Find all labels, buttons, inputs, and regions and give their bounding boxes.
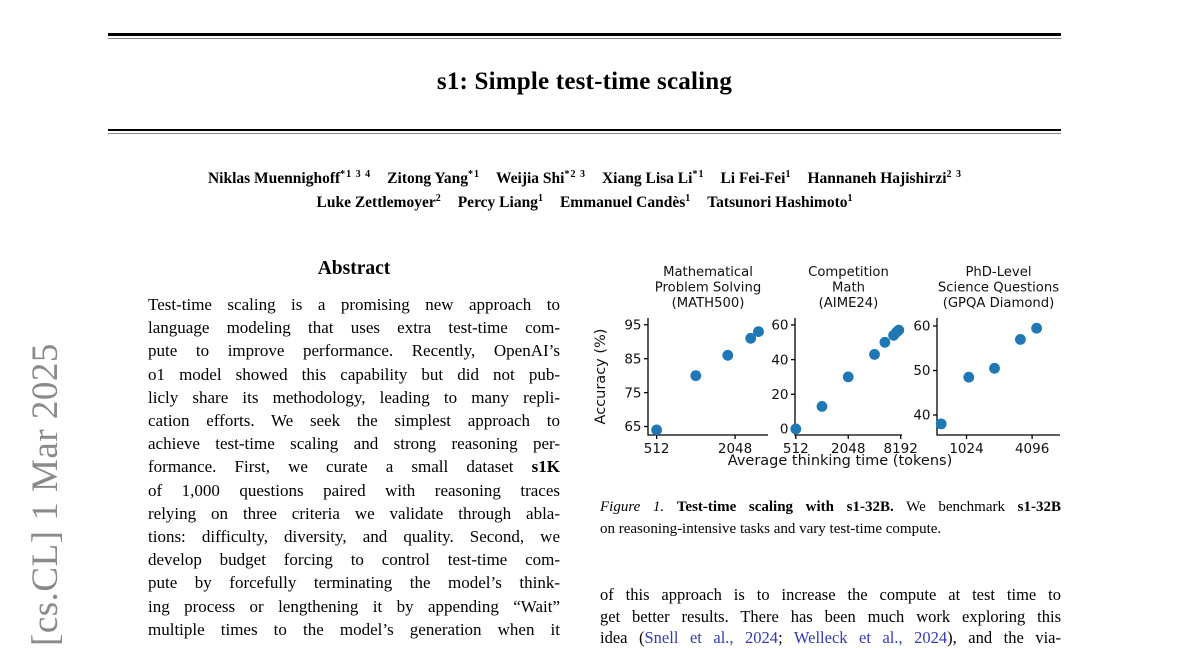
data-point bbox=[880, 337, 891, 348]
author-line-2 bbox=[60, 193, 1110, 212]
chart-title-line: Science Questions bbox=[937, 280, 1060, 296]
body-line: of this approach is to increase the compute at test time to bbox=[600, 585, 1061, 604]
x-tick-label: 2048 bbox=[717, 441, 753, 457]
author-name: Emmanuel Candès$^1$ bbox=[559, 193, 692, 212]
author-affiliation-sup: *1 bbox=[468, 169, 480, 180]
body-line: get better results. There has been much work exploring this bbox=[600, 606, 1061, 626]
title-rule-bottom-thin bbox=[108, 133, 1061, 134]
title-rule-top-thin bbox=[108, 38, 1061, 39]
chart-title-line: (GPQA Diamond) bbox=[942, 296, 1055, 311]
axis-spines bbox=[937, 318, 1060, 435]
scatter-chart bbox=[901, 262, 1078, 462]
caption-line bbox=[600, 519, 1061, 541]
y-tick-label: 0 bbox=[779, 421, 789, 438]
caption-line bbox=[600, 497, 1061, 519]
caption-segment: on reasoning-intensive tasks and vary test-time compute. bbox=[600, 520, 942, 537]
author-affiliation-sup: 1 bbox=[537, 193, 544, 204]
caption-segment: We benchmark bbox=[893, 499, 1018, 515]
abstract-text bbox=[148, 293, 560, 641]
abstract-line: develop budget forcing to control test-time com- bbox=[148, 550, 560, 570]
data-point bbox=[790, 424, 801, 435]
abstract-line: formance. First, we curate a small dataset s1K bbox=[148, 457, 560, 477]
data-point bbox=[817, 401, 828, 412]
data-point bbox=[869, 349, 880, 360]
data-point bbox=[989, 363, 1000, 374]
chart-title-line: PhD-Level bbox=[965, 265, 1032, 280]
x-tick-label: 2048 bbox=[831, 441, 866, 457]
citation-link[interactable]: Welleck et al., 2024 bbox=[793, 628, 948, 648]
author-affiliation-sup: *1 3 4 bbox=[340, 169, 372, 180]
title-rule-bottom-thick bbox=[108, 129, 1061, 132]
chart-title-line: (MATH500) bbox=[671, 296, 745, 311]
arxiv-watermark: [cs.CL] 1 Mar 2025 bbox=[25, 343, 66, 646]
data-point bbox=[1031, 323, 1042, 334]
abstract-line: ing process or lengthening it by appending “Wait” bbox=[148, 596, 560, 616]
x-tick-label: 8192 bbox=[883, 441, 918, 457]
chart-title-line: Math bbox=[832, 280, 865, 296]
y-tick-label: 60 bbox=[771, 317, 789, 334]
author-name: Luke Zettlemoyer$^2$ bbox=[316, 193, 442, 212]
x-tick-label: 1024 bbox=[949, 441, 984, 457]
y-tick-label: 75 bbox=[624, 385, 642, 402]
abstract-line: Test-time scaling is a promising new approach to bbox=[148, 295, 560, 314]
author-name: Hannaneh Hajishirzi$^{2 3}$ bbox=[807, 169, 963, 188]
author-affiliation-sup: 1 bbox=[685, 193, 692, 204]
author-name: Niklas Muennighoff$^{*1 3 4}$ bbox=[207, 169, 372, 188]
y-tick-label: 85 bbox=[624, 351, 642, 368]
author-affiliation-sup: 1 bbox=[847, 193, 854, 204]
y-tick-label: 95 bbox=[624, 317, 642, 334]
data-point bbox=[722, 350, 733, 361]
chart-title-line: Mathematical bbox=[663, 265, 753, 280]
title-rule-top-thick bbox=[108, 33, 1061, 36]
scatter-chart bbox=[759, 262, 920, 462]
author-name: Weijia Shi$^{*2 3}$ bbox=[496, 169, 586, 188]
caption-segment: Test-time scaling with s1-32B. bbox=[676, 499, 894, 515]
scatter-chart bbox=[580, 262, 789, 462]
abstract-line: cation efforts. We seek the simplest approach to bbox=[148, 411, 560, 431]
author-affiliation-sup: *2 3 bbox=[564, 169, 586, 180]
figure-x-axis-label: Average thinking time (tokens) bbox=[727, 453, 953, 469]
abstract-line: of 1,000 questions paired with reasoning traces bbox=[148, 480, 560, 500]
citation-link[interactable]: Snell et al., 2024 bbox=[644, 628, 779, 648]
author-line-1 bbox=[60, 169, 1110, 188]
data-point bbox=[651, 425, 662, 436]
y-tick-label: 40 bbox=[771, 352, 789, 369]
author-affiliation-sup: 2 3 bbox=[946, 169, 963, 180]
data-point bbox=[690, 370, 701, 381]
paper-title: s1: Simple test-time scaling bbox=[436, 68, 733, 95]
x-tick-label: 4096 bbox=[1014, 441, 1050, 457]
body-line: idea (Snell et al., 2024; Welleck et al., 2024), and the via- bbox=[600, 628, 1061, 648]
data-point bbox=[936, 419, 947, 430]
author-name: Li Fei-Fei$^1$ bbox=[720, 169, 792, 188]
data-point bbox=[963, 372, 974, 383]
abstract-line: tions: difficulty, diversity, and quality. Second, we bbox=[148, 527, 560, 547]
author-affiliation-sup: 2 bbox=[435, 193, 442, 204]
author-name: Zitong Yang$^{*1}$ bbox=[387, 169, 480, 188]
chart-title-line: Competition bbox=[808, 265, 889, 280]
abstract-line: pute to improve performance. Recently, OpenAI’s bbox=[148, 341, 560, 361]
abstract-line: licly share its methodology, leading to many repli- bbox=[148, 387, 560, 407]
y-tick-label: 60 bbox=[913, 318, 931, 335]
author-name: Tatsunori Hashimoto$^1$ bbox=[707, 193, 854, 212]
y-tick-label: 40 bbox=[913, 407, 931, 424]
body-text-right-column bbox=[600, 584, 1061, 648]
y-tick-label: 50 bbox=[913, 363, 931, 380]
abstract-line: language modeling that uses extra test-time com- bbox=[148, 318, 560, 338]
figure-1-caption bbox=[600, 497, 1061, 540]
data-point bbox=[1015, 334, 1026, 345]
x-tick-label: 512 bbox=[643, 441, 670, 457]
caption-segment: Figure 1. bbox=[600, 499, 677, 515]
abstract-line: achieve test-time scaling and strong reasoning per- bbox=[148, 434, 560, 454]
chart-title-line: Problem Solving bbox=[654, 280, 762, 296]
abstract-heading: Abstract bbox=[317, 258, 391, 279]
data-point bbox=[843, 372, 854, 383]
chart-title-line: (AIME24) bbox=[818, 296, 879, 311]
abstract-line: o1 model showed this capability but did not pub- bbox=[148, 364, 560, 384]
y-tick-label: 20 bbox=[771, 386, 789, 403]
author-name: Percy Liang$^1$ bbox=[457, 193, 544, 212]
author-affiliation-sup: 1 bbox=[785, 169, 792, 180]
abstract-line: relying on three criteria we validate through abla- bbox=[148, 503, 560, 523]
caption-segment: s1-32B bbox=[1017, 499, 1061, 515]
author-name: Xiang Lisa Li$^{*1}$ bbox=[601, 169, 705, 188]
abstract-line: multiple times to the model’s generation when it bbox=[148, 619, 560, 639]
abstract-line: pute by forcefully terminating the model’s think- bbox=[148, 573, 560, 593]
y-axis-label: Accuracy (%) bbox=[593, 328, 609, 425]
author-affiliation-sup: *1 bbox=[692, 169, 705, 180]
x-tick-label: 512 bbox=[782, 441, 809, 457]
y-tick-label: 65 bbox=[624, 419, 642, 436]
